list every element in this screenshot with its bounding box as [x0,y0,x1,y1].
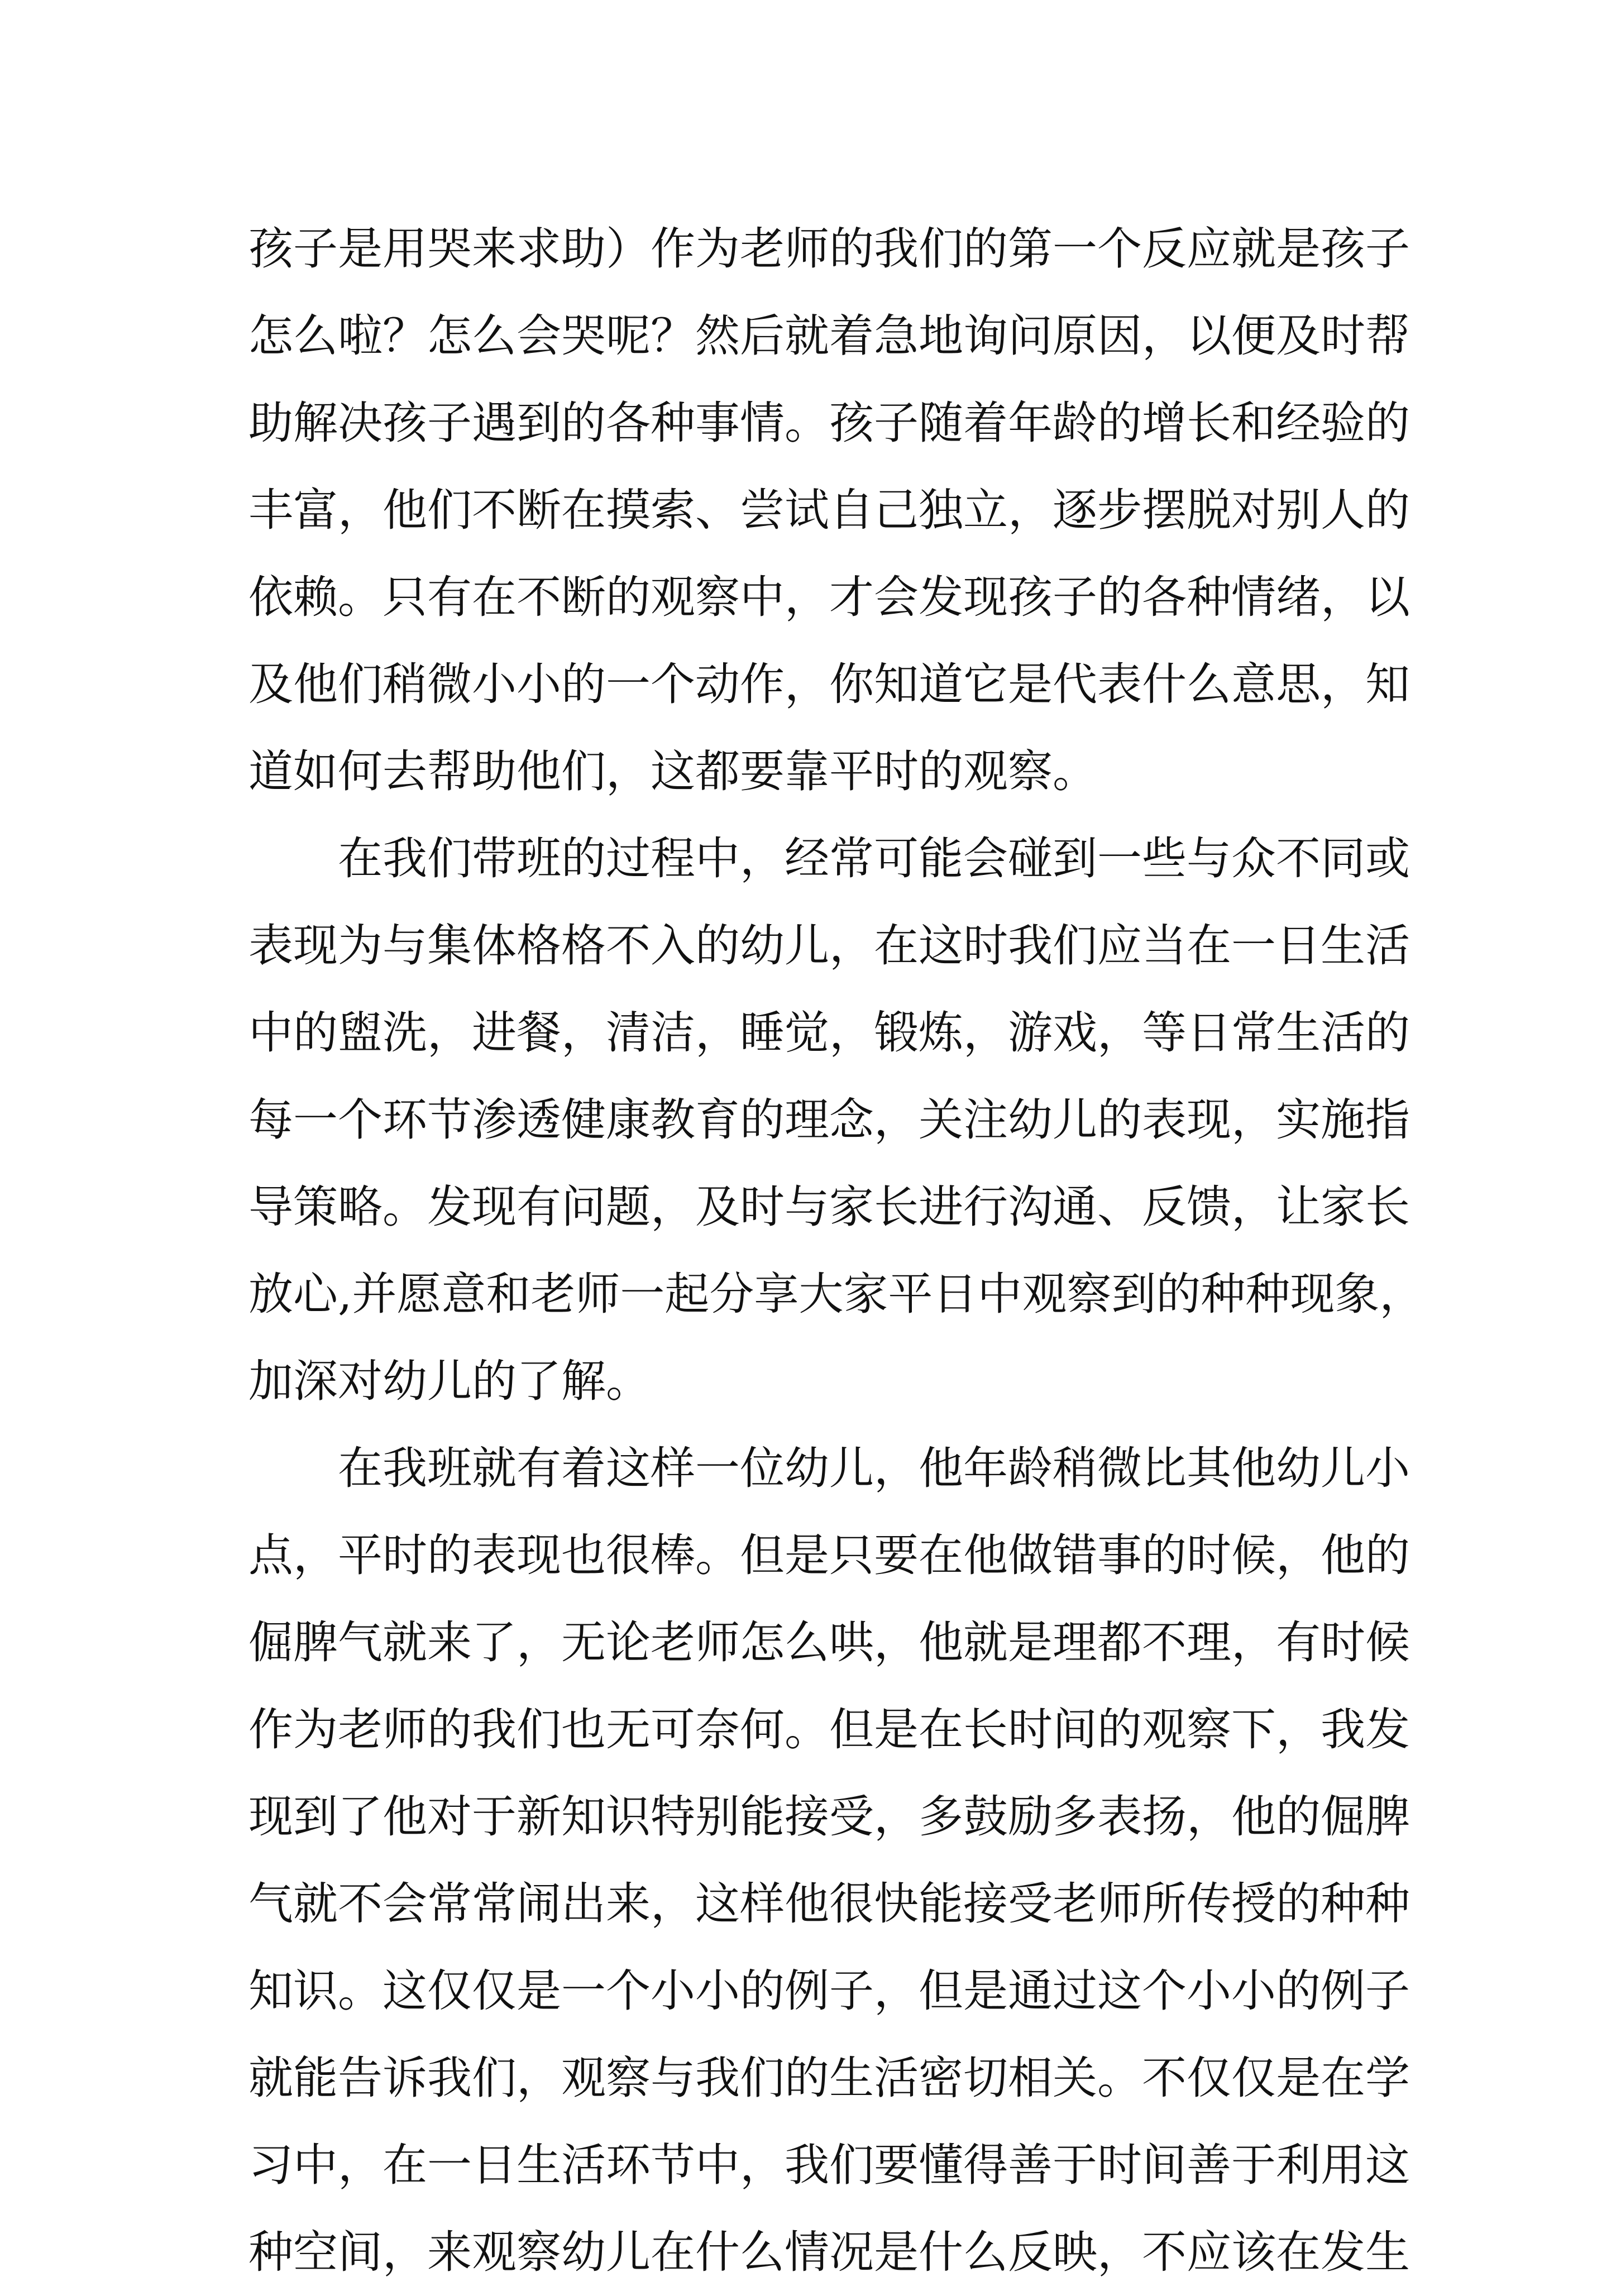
text-line: 倔脾气就来了，无论老师怎么哄，他就是理都不理，有时候 [248,1616,1410,1668]
text-line: 导策略。发现有问题，及时与家长进行沟通、反馈，让家长 [248,1181,1410,1233]
text-line: 在我班就有着这样一位幼儿，他年龄稍微比其他幼儿小 [338,1442,1410,1494]
text-line: 在我们带班的过程中，经常可能会碰到一些与众不同或 [338,833,1410,884]
text-line: 点，平时的表现也很棒。但是只要在他做错事的时候，他的 [248,1529,1410,1581]
body-text [248,205,1424,2296]
text-line: 习中，在一日生活环节中，我们要懂得善于时间善于利用这 [248,2139,1410,2191]
text-line: 中的盥洗，进餐，清洁，睡觉，锻炼，游戏，等日常生活的 [248,1007,1410,1059]
text-line: 丰富，他们不断在摸索、尝试自己独立，逐步摆脱对别人的 [248,484,1410,536]
paragraph-1 [248,205,1410,815]
text-line: 就能告诉我们，观察与我们的生活密切相关。不仅仅是在学 [248,2052,1410,2104]
paragraph-2 [248,815,1424,1425]
text-line: 道如何去帮助他们，这都要靠平时的观察。 [248,745,1097,797]
text-line: 气就不会常常闹出来，这样他很快能接受老师所传授的种种 [248,1878,1410,1930]
text-line: 加深对幼儿的了解。 [248,1355,651,1407]
text-line: 助解决孩子遇到的各种事情。孩子随着年龄的增长和经验的 [248,397,1410,449]
text-line: 依赖。只有在不断的观察中，才会发现孩子的各种情绪，以 [248,571,1410,623]
text-line: 每一个环节渗透健康教育的理念，关注幼儿的表现，实施指 [248,1094,1410,1146]
text-line: 知识。这仅仅是一个小小的例子，但是通过这个小小的例子 [248,1965,1410,2017]
text-line: 种空间，来观察幼儿在什么情况是什么反映，不应该在发生 [248,2226,1410,2278]
text-line: 孩子是用哭来求助）作为老师的我们的第一个反应就是孩子 [248,223,1410,275]
text-line: 现到了他对于新知识特别能接受，多鼓励多表扬，他的倔脾 [248,1791,1410,1843]
paragraph-3 [248,1425,1410,2296]
text-line: 作为老师的我们也无可奈何。但是在长时间的观察下，我发 [248,1704,1410,1756]
text-line: 放心,并愿意和老师一起分享大家平日中观察到的种种现象， [248,1268,1424,1320]
text-line: 及他们稍微小小的一个动作，你知道它是代表什么意思，知 [248,658,1410,710]
text-line: 表现为与集体格格不入的幼儿，在这时我们应当在一日生活 [248,920,1410,972]
text-line: 怎么啦？怎么会哭呢？然后就着急地询问原因，以便及时帮 [248,310,1410,362]
